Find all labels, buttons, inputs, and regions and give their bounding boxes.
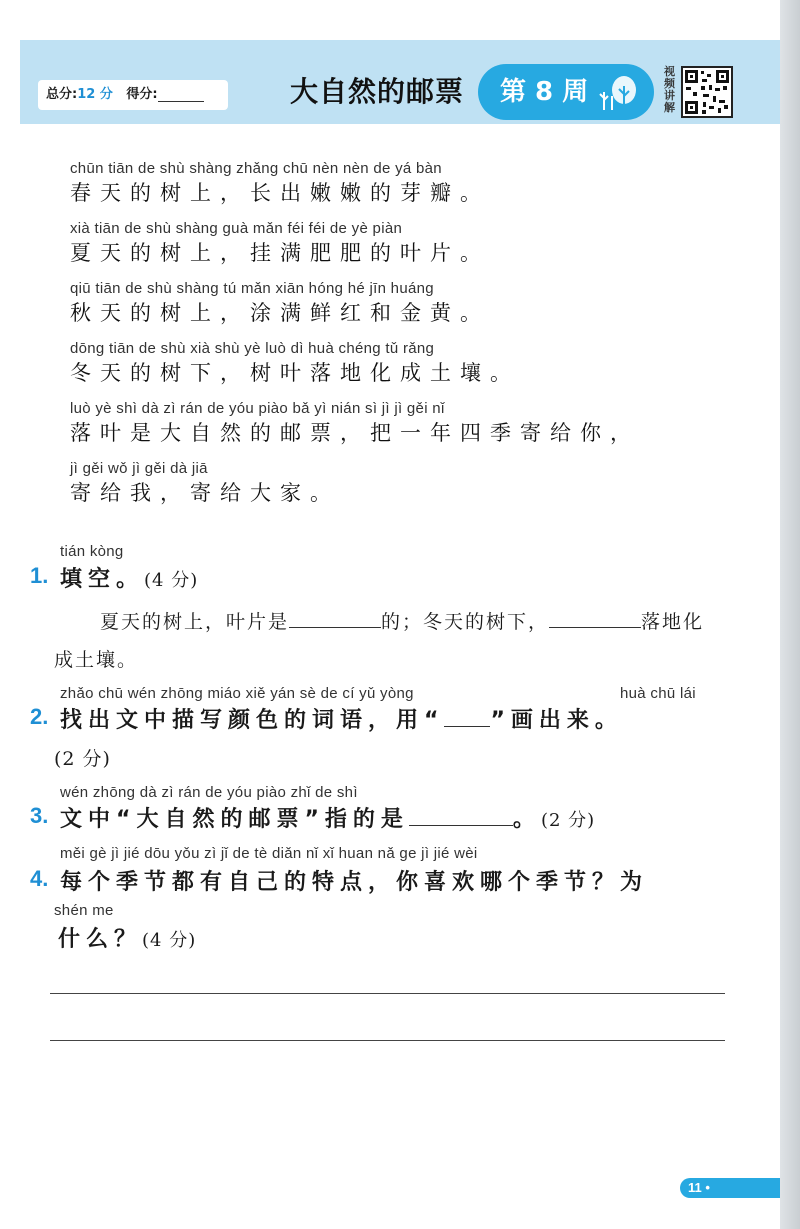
week-label: 第 8 周 [500,77,589,107]
q2-score: (2 分) [54,748,111,770]
q4-pinyin: měi gè jì jié dōu yǒu zì jǐ de tè diǎn nǐ xǐ huan nǎ ge jì jié wèi [60,845,478,862]
q3-blank[interactable] [409,807,513,826]
score-box [38,80,228,110]
q1-line2: 成土壤。 [54,649,139,671]
poem-hanzi: 落叶是大自然的邮票，把一年四季寄给你， [70,421,640,445]
page-edge [780,0,800,1229]
q2-text-b: ”画出来。 [490,708,623,733]
poem-pinyin: xià tiān de shù shàng guà mǎn féi féi de yè piàn [70,220,403,237]
total-label: 总分: [46,87,78,102]
q1-score: (4 分) [144,570,199,591]
q1-title-text: 填空。 [60,567,145,592]
q4-score: (4 分) [142,930,197,951]
poem-hanzi: 冬天的树下，树叶落地化成土壤。 [70,361,520,385]
q1-pinyin: tián kòng [60,543,124,560]
page-dot-icon: • [701,1180,710,1195]
q4-text-2-main: 什么？ [58,927,143,952]
total-value: 12 分 [77,87,113,102]
answer-line-1[interactable] [50,993,725,994]
poem-pinyin: chūn tiān de shù shàng zhǎng chū nèn nèn de yá bàn [70,160,442,177]
video-label: 视频讲解 [664,65,675,114]
trees-icon [596,76,640,110]
poem-pinyin: jì gěi wǒ jì gěi dà jiā [70,460,208,477]
q3-text-a: 文中“大自然的邮票”指的是 [60,807,409,832]
q2-pinyin: zhǎo chū wén zhōng miáo xiě yán sè de cí yǔ yòng [60,685,414,702]
q4-number: 4. [30,866,49,891]
poem-pinyin: dōng tiān de shù xià shù yè luò dì huà chéng tǔ rǎng [70,340,435,357]
q4-pinyin-2: shén me [54,902,114,919]
q1-blank-2[interactable] [549,609,641,628]
qr-pattern [683,68,731,116]
q3-text-b: 。 [512,807,541,832]
q1-number: 1. [30,563,49,588]
q1-title [60,562,198,593]
q1-text-a: 夏天的树上，叶片是 [100,611,290,633]
q1-text-c: 落地化 [641,611,705,633]
q1-blank-1[interactable] [289,609,381,628]
poem-pinyin: luò yè shì dà zì rán de yóu piào bǎ yì nián sì jì jì gěi nǐ [70,400,445,417]
poem-line [70,160,490,207]
q1-text-b: 的；冬天的树下， [381,611,550,633]
poem-pinyin: qiū tiān de shù shàng tú mǎn xiān hóng hé jīn huáng [70,280,434,297]
q2-text-a: 找出文中描写颜色的词语，用“ [60,708,445,733]
week-badge [478,64,654,120]
poem-line [70,220,490,267]
q3-pinyin: wén zhōng dà zì rán de yóu piào zhǐ de shì [60,784,358,801]
q2-number: 2. [30,704,49,729]
q3-score: (2 分) [540,810,596,831]
qr-code-icon[interactable] [681,66,733,118]
score-blank[interactable] [158,87,204,102]
q2-text [60,703,623,734]
poem-hanzi: 夏天的树上，挂满肥肥的叶片。 [70,241,490,265]
poem-line [70,280,490,327]
score-label: 得分: [126,87,158,102]
q3-text [60,802,595,833]
poem-hanzi: 秋天的树上，涂满鲜红和金黄。 [70,301,490,325]
page-number-tab [680,1178,780,1198]
q1-line1 [100,607,704,634]
poem-line [70,400,640,447]
q4-text: 每个季节都有自己的特点，你喜欢哪个季节？为 [60,870,649,895]
page-title: 大自然的邮票 [290,75,465,108]
poem-hanzi: 寄给我，寄给大家。 [70,481,340,505]
q3-number: 3. [30,803,49,828]
q2-underline-sample [444,706,490,727]
q4-text-2 [58,922,196,953]
poem-line [70,460,340,507]
q2-pinyin-end: huà chū lái [620,685,696,702]
page-number: 11 [688,1180,702,1195]
poem-hanzi: 春天的树上，长出嫩嫩的芽瓣。 [70,181,490,205]
answer-line-2[interactable] [50,1040,725,1041]
poem-line [70,340,520,387]
